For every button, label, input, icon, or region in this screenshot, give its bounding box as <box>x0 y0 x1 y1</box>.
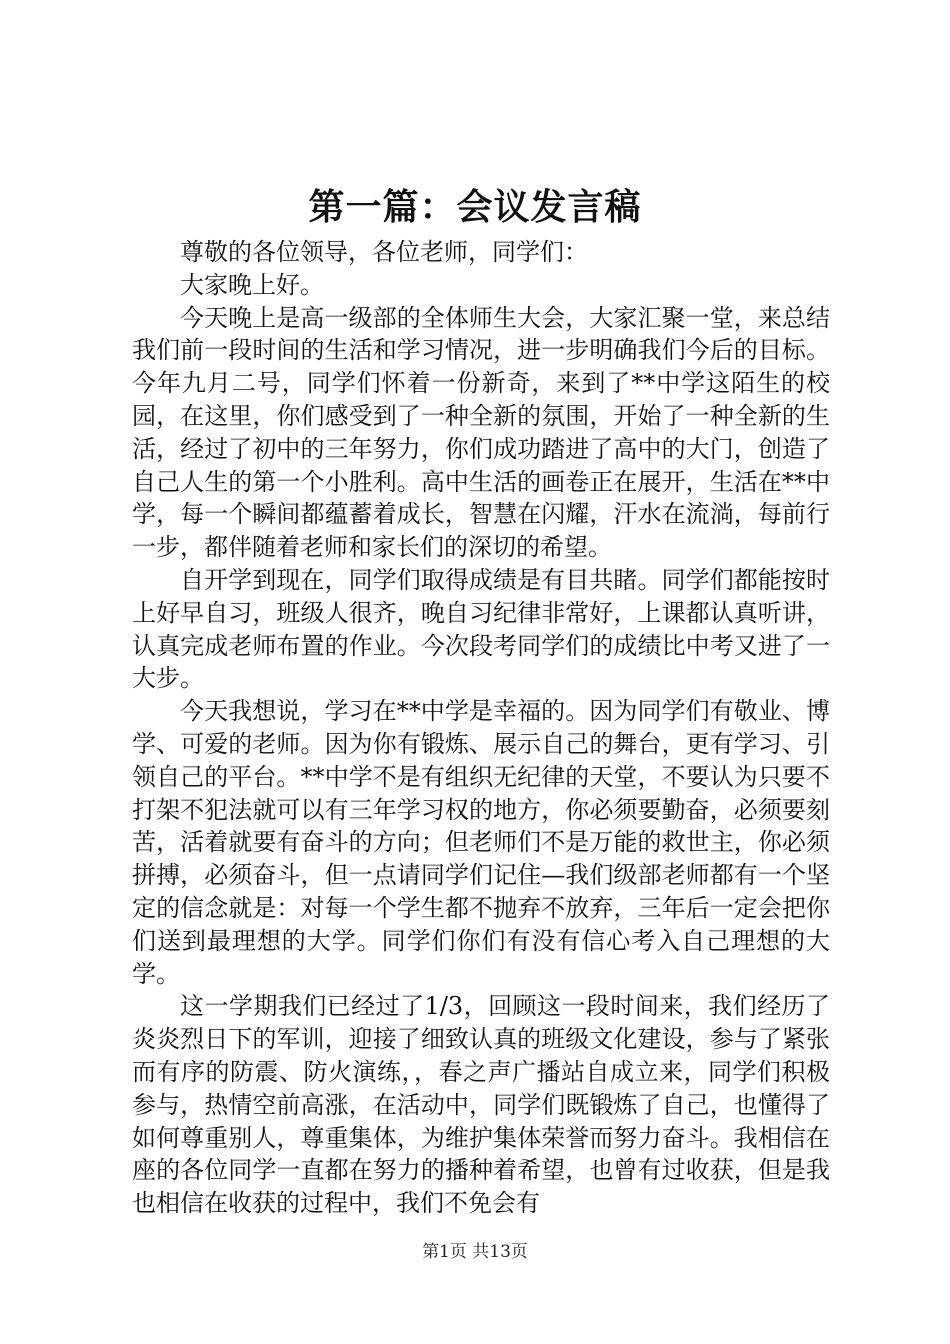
paragraph-greeting: 大家晚上好。 <box>180 270 324 299</box>
document-body <box>132 236 830 1220</box>
document-title: 第一篇：会议发言稿 <box>308 186 642 228</box>
paragraph: 今天晚上是高一级部的全体师生大会，大家汇聚一堂，来总结我们前一段时间的生活和学习情况，进一步明确我们今后的目标。今年九月二号，同学们怀着一份新奇，来到了**中学这陌生的校园，在这里，你们感受到了一种全新的氛围，开始了一种全新的生活，经过了初中的三年努力，你们成功踏进了高中的大门，创造了自己人生的第一个小胜利。高中生活的画卷正在展开，生活在**中学，每一个瞬间都蕴蓄着成长，智慧在闪耀，汗水在流淌，每前行一步，都伴随着老师和家长们的深切的希望。 <box>132 303 830 562</box>
paragraph: 自开学到现在，同学们取得成绩是有目共睹。同学们都能按时上好早自习，班级人很齐，晚自习纪律非常好，上课都认真听讲，认真完成老师布置的作业。今次段考同学们的成绩比中考又进了一大步。 <box>132 565 830 693</box>
page-number: 第1页 共13页 <box>422 1242 528 1262</box>
paragraph-salutation: 尊敬的各位领导，各位老师，同学们： <box>180 238 588 266</box>
page-footer <box>0 1240 950 1264</box>
paragraph: 这一学期我们已经过了1/3，回顾这一段时间来，我们经历了炎炎烈日下的军训，迎接了细致认真的班级文化建设，参与了紧张而有序的防震、防火演练，，春之声广播站自成立来，同学们积极参与，热情空前高涨，在活动中，同学们既锻炼了自己，也懂得了如何尊重别人，尊重集体，为维护集体荣誉而努力奋斗。我相信在座的各位同学一直都在努力的播种着希望，也曾有过收获，但是我也相信在收获的过程中，我们不免会有 <box>132 992 830 1218</box>
paragraph: 今天我想说，学习在**中学是幸福的。因为同学们有敬业、博学、可爱的老师。因为你有锻炼、展示自己的舞台，更有学习、引领自己的平台。**中学不是有组织无纪律的天堂，不要认为只要不打架不犯法就可以有三年学习权的地方，你必须要勤奋，必须要刻苦，活着就要有奋斗的方向；但老师们不是万能的救世主，你必须拼搏，必须奋斗，但一点请同学们记住—我们级部老师都有一个坚定的信念就是：对每一个学生都不抛弃不放弃，三年后一定会把你们送到最理想的大学。同学们你们有没有信心考入自己理想的大学。 <box>132 697 830 988</box>
